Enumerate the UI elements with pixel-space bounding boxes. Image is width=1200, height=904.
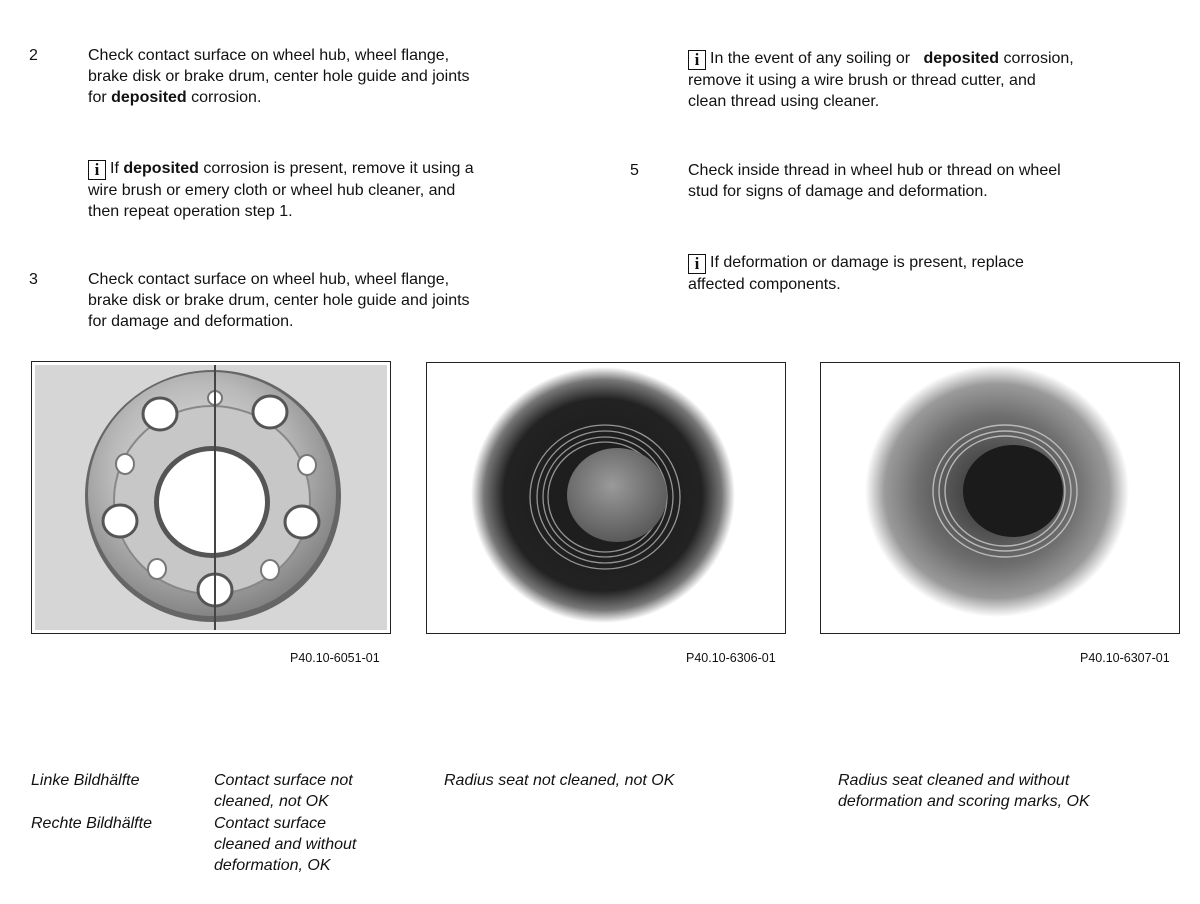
- figure-wheel-hub-contact-surface: [31, 361, 391, 634]
- caption-left-half-line-1: Contact surface not: [214, 772, 353, 789]
- figure-code-3: P40.10-6307-01: [1080, 651, 1170, 665]
- radius-seat-dirty-photo: [427, 363, 785, 633]
- figure-code-2: P40.10-6306-01: [686, 651, 776, 665]
- caption-right-half-line-3: deformation, OK: [214, 857, 331, 874]
- info-2-line-2: remove it using a wire brush or thread cutter, and: [688, 72, 1036, 89]
- info-note-1: [88, 158, 558, 222]
- info-note-3: [688, 252, 1168, 295]
- info-note-2: [688, 48, 1168, 112]
- info-2-line-3: clean thread using cleaner.: [688, 93, 880, 110]
- caption-left-half-label: Linke Bildhälfte: [31, 772, 140, 789]
- caption-figure-3: [838, 770, 1178, 812]
- caption-right-half-text: [214, 813, 414, 876]
- info-icon: i: [688, 254, 706, 274]
- info-1-line-1: i If deposited corrosion is present, remove it using a: [88, 158, 558, 180]
- caption-right-half-line-2: cleaned and without: [214, 836, 357, 853]
- caption-right-half-label: Rechte Bildhälfte: [31, 815, 152, 832]
- step-3-line-3: for damage and deformation.: [88, 313, 294, 330]
- info-1-line-3: then repeat operation step 1.: [88, 203, 293, 220]
- caption-left-half-text: [214, 770, 414, 812]
- info-3-line-2: affected components.: [688, 276, 841, 293]
- info-2-line-1: i In the event of any soiling or deposited corrosion,: [688, 48, 1168, 70]
- caption-figure-3-line-2: deformation and scoring marks, OK: [838, 793, 1090, 810]
- step-3-line-2: brake disk or brake drum, center hole guide and joints: [88, 292, 470, 309]
- radius-seat-clean-photo: [821, 363, 1179, 633]
- step-number-3: 3: [29, 271, 38, 288]
- step-5-line-1: Check inside thread in wheel hub or thread on wheel: [688, 162, 1061, 179]
- step-number-2: 2: [29, 47, 38, 64]
- caption-left-half-line-2: cleaned, not OK: [214, 793, 329, 810]
- caption-figure-2: Radius seat not cleaned, not OK: [444, 772, 675, 789]
- step-2-text: [88, 45, 558, 108]
- step-3-line-1: Check contact surface on wheel hub, wheel flange,: [88, 271, 450, 288]
- step-5-line-2: stud for signs of damage and deformation.: [688, 183, 988, 200]
- figure-radius-seat-cleaned: [820, 362, 1180, 634]
- info-icon: i: [688, 50, 706, 70]
- caption-right-half-line-1: Contact surface: [214, 815, 327, 832]
- info-3-line-1: i If deformation or damage is present, replace: [688, 252, 1168, 274]
- step-2-line-3: for deposited corrosion.: [88, 89, 262, 106]
- step-3-text: [88, 269, 558, 332]
- step-5-text: [688, 160, 1168, 202]
- step-number-5: 5: [630, 162, 639, 179]
- step-2-line-1: Check contact surface on wheel hub, wheel flange,: [88, 47, 450, 64]
- info-1-line-2: wire brush or emery cloth or wheel hub cleaner, and: [88, 182, 456, 199]
- step-2-line-2: brake disk or brake drum, center hole guide and joints: [88, 68, 470, 85]
- caption-figure-3-line-1: Radius seat cleaned and without: [838, 772, 1070, 789]
- figure-code-1: P40.10-6051-01: [290, 651, 380, 665]
- figure-radius-seat-not-cleaned: [426, 362, 786, 634]
- wheel-hub-illustration: [32, 362, 390, 633]
- info-icon: i: [88, 160, 106, 180]
